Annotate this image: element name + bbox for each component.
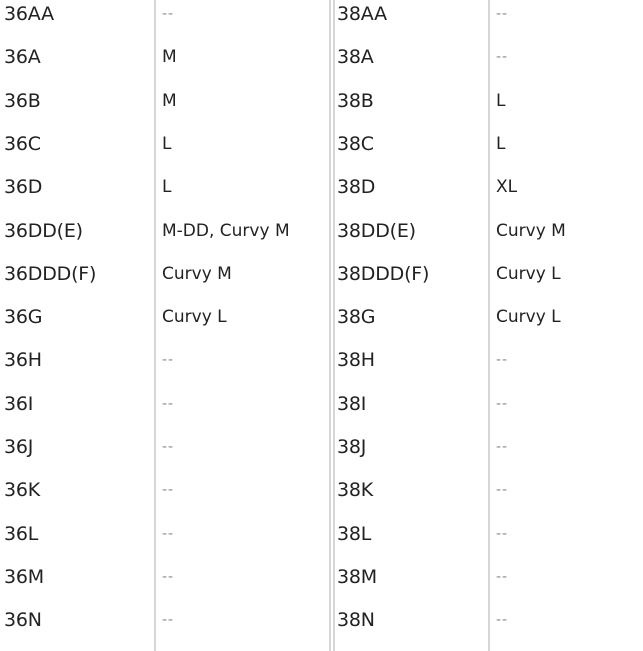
band-cup-size: 38J (337, 436, 367, 458)
recommended-size: -- (496, 352, 509, 369)
recommended-size: Curvy M (162, 263, 232, 284)
band-cup-size: 36L (4, 522, 39, 545)
recommended-size: Curvy L (496, 263, 561, 284)
band-cup-size: 36DDD(F) (4, 262, 97, 285)
band-cup-size: 38H (337, 349, 375, 372)
table-row (0, 123, 643, 166)
recommended-size: -- (496, 612, 509, 629)
recommended-size: M-DD, Curvy M (162, 220, 290, 241)
recommended-size: Curvy M (496, 220, 566, 241)
table-row (0, 253, 643, 296)
band-cup-size: 36N (4, 609, 42, 632)
band-cup-size: 36C (4, 132, 41, 155)
recommended-size: L (496, 90, 506, 111)
band-cup-size: 38K (337, 479, 374, 502)
band-cup-size: 38C (337, 132, 374, 155)
recommended-size: -- (496, 395, 509, 412)
band-cup-size: 38A (337, 46, 374, 69)
table-row (0, 166, 643, 209)
table-row (0, 599, 643, 642)
band-cup-size: 36H (4, 349, 42, 372)
recommended-size: L (496, 133, 506, 154)
recommended-size: L (162, 133, 172, 154)
recommended-size: -- (162, 439, 175, 455)
band-cup-size: 36AA (4, 3, 54, 25)
recommended-size: -- (162, 612, 175, 629)
recommended-size: -- (496, 49, 509, 66)
table-row (0, 36, 643, 79)
band-cup-size: 38DD(E) (337, 219, 416, 242)
band-cup-size: 38B (337, 89, 374, 112)
recommended-size: XL (496, 177, 518, 198)
table-row (0, 210, 643, 253)
band-cup-size: 38L (337, 522, 372, 545)
recommended-size: -- (162, 352, 175, 369)
recommended-size: Curvy L (162, 307, 227, 328)
recommended-size: -- (496, 568, 509, 585)
table-row (0, 426, 643, 469)
recommended-size: Curvy L (496, 307, 561, 328)
band-cup-size: 36K (4, 479, 41, 502)
band-cup-size: 36M (4, 565, 44, 588)
table-row (0, 556, 643, 599)
table-row (0, 80, 643, 123)
table-row (0, 383, 643, 426)
table-row (0, 513, 643, 556)
recommended-size: M (162, 90, 177, 111)
band-cup-size: 38DDD(F) (337, 262, 430, 285)
recommended-size: -- (496, 6, 509, 22)
band-cup-size: 36G (4, 306, 43, 329)
band-cup-size: 38AA (337, 3, 387, 25)
table-row (0, 0, 643, 36)
band-cup-size: 36I (4, 392, 34, 415)
band-cup-size: 36J (4, 436, 34, 458)
band-cup-size: 38M (337, 565, 377, 588)
band-cup-size: 38D (337, 176, 376, 199)
table-row (0, 339, 643, 382)
band-cup-size: 36DD(E) (4, 219, 83, 242)
recommended-size: -- (496, 439, 509, 455)
band-cup-size: 38N (337, 609, 375, 632)
recommended-size: -- (496, 482, 509, 499)
table-row (0, 296, 643, 339)
recommended-size: -- (162, 525, 175, 542)
recommended-size: L (162, 177, 172, 198)
recommended-size: M (162, 47, 177, 68)
recommended-size: -- (162, 395, 175, 412)
recommended-size: -- (162, 6, 175, 22)
band-cup-size: 36D (4, 176, 43, 199)
band-cup-size: 38G (337, 306, 376, 329)
band-cup-size: 36B (4, 89, 41, 112)
band-cup-size: 38I (337, 392, 367, 415)
band-cup-size: 36A (4, 46, 41, 69)
table-row (0, 469, 643, 512)
recommended-size: -- (162, 568, 175, 585)
recommended-size: -- (162, 482, 175, 499)
recommended-size: -- (496, 525, 509, 542)
